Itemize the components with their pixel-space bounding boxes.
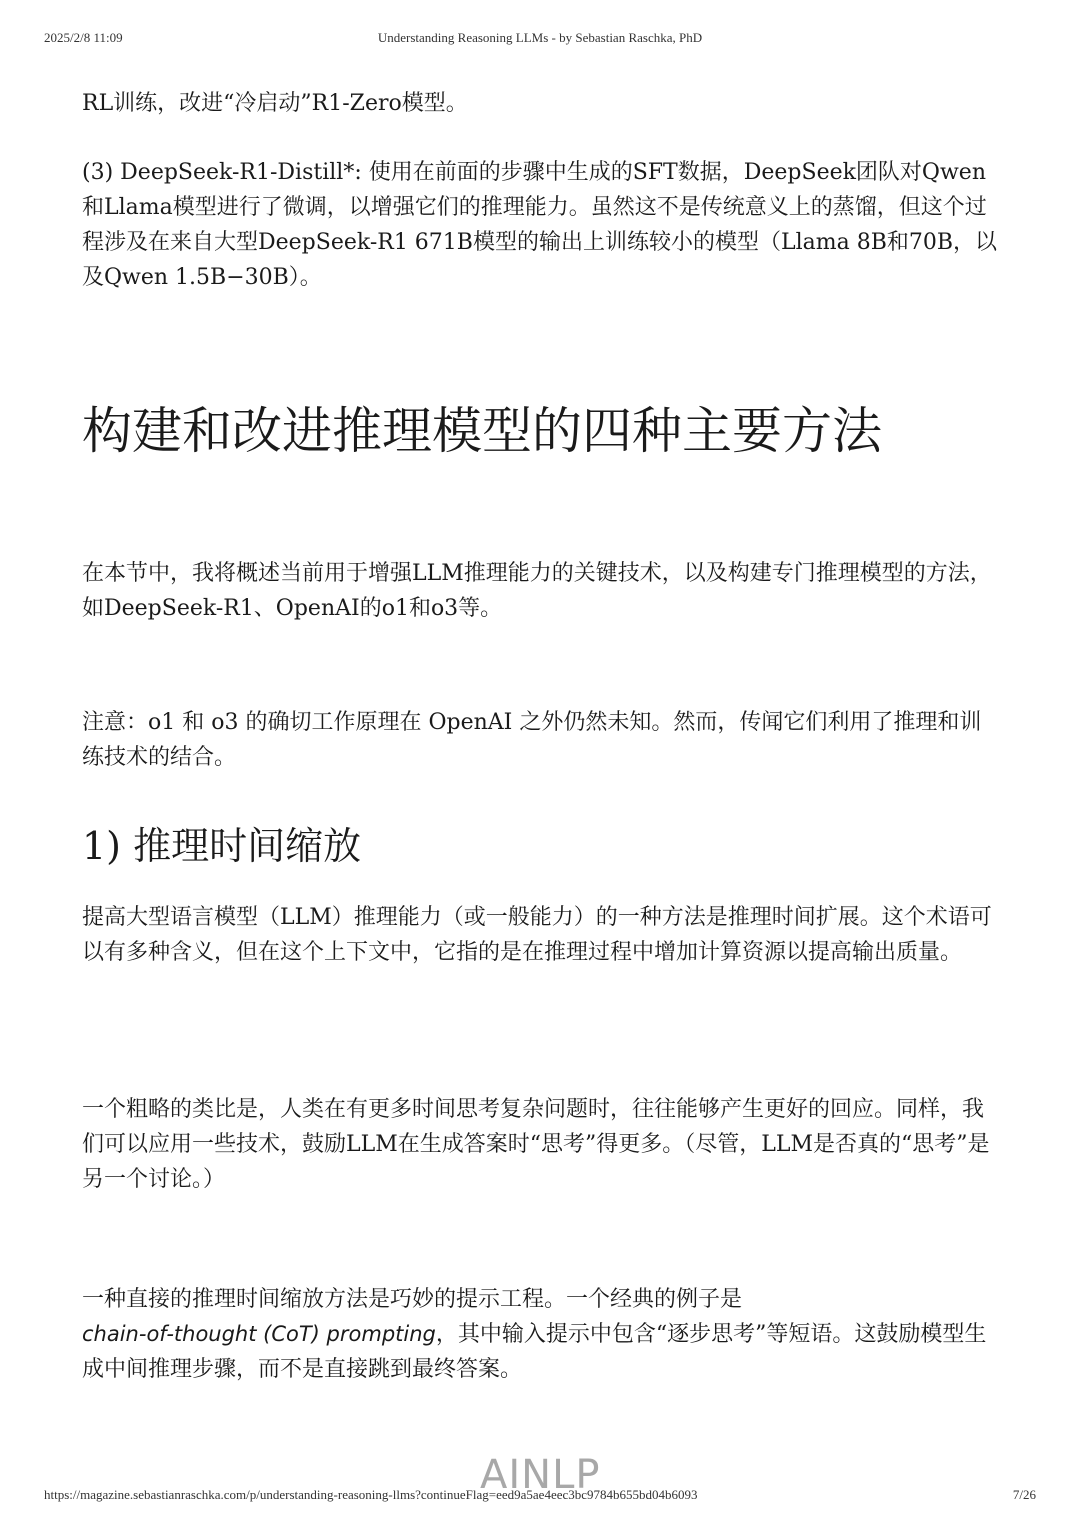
paragraph-distill: (3) DeepSeek-R1-Distill*: 使用在前面的步骤中生成的SFT数据，DeepSeek团队对Qwen和Llama模型进行了微调，以增强它们的推理能力。虽然这不是传统意义上的蒸馏，但这个过程涉及在来自大型DeepSeek-R1 671B模型的输出上训练较小的模型（Llama 8B和70B，以及Qwen 1.5B−30B）。 [82, 160, 998, 290]
paragraph-scaling: 提高大型语言模型（LLM）推理能力（或一般能力）的一种方法是推理时间扩展。这个术语可以有多种含义，但在这个上下文中，它指的是在推理过程中增加计算资源以提高输出质量。 [82, 905, 992, 965]
cot-term: chain-of-thought (CoT) prompting [82, 1322, 436, 1346]
watermark-logo: AINLP [480, 1452, 601, 1498]
subsection-block [82, 823, 1002, 869]
analogy-block [82, 1092, 1002, 1197]
article-body [82, 86, 1002, 121]
paragraph-cot-start: 一种直接的推理时间缩放方法是巧妙的提示工程。一个经典的例子是 [82, 1287, 743, 1312]
print-footer-url: https://magazine.sebastianraschka.com/p/understanding-reasoning-llms?continueFlag=eed9a5ae4eec3bc9784b655bd04b6093 [44, 1487, 698, 1502]
section-block [82, 401, 1002, 461]
paragraph-intro: 在本节中，我将概述当前用于增强LLM推理能力的关键技术，以及构建专门推理模型的方法，如DeepSeek-R1、OpenAI的o1和o3等。 [82, 561, 992, 621]
paragraph-note: 注意：o1 和 o3 的确切工作原理在 OpenAI 之外仍然未知。然而，传闻它们利用了推理和训练技术的结合。 [82, 710, 982, 770]
print-header-title: Understanding Reasoning LLMs - by Sebastian Raschka, PhD [377, 30, 703, 45]
section-title: 构建和改进推理模型的四种主要方法 [82, 402, 882, 460]
note-block [82, 705, 1002, 775]
print-header-date: 2025/2/8 11:09 [44, 30, 123, 45]
intro-block [82, 556, 1002, 626]
paragraph-rl-training: RL训练，改进“冷启动”R1-Zero模型。 [82, 91, 468, 116]
distill-block [82, 155, 1002, 295]
print-footer-page-number: 7/26 [1012, 1487, 1036, 1502]
cot-block [82, 1282, 1002, 1387]
scaling-block [82, 900, 1002, 970]
subsection-title: 1) 推理时间缩放 [82, 824, 362, 868]
paragraph-cot [82, 1282, 1002, 1387]
paragraph-analogy: 一个粗略的类比是，人类在有更多时间思考复杂问题时，往往能够产生更好的回应。同样，我们可以应用一些技术，鼓励LLM在生成答案时“思考”得更多。（尽管，LLM是否真的“思考”是另一个讨论。） [82, 1097, 990, 1192]
paragraph-cot-end: ，其中输入提示中包含“逐步思考”等短语。这鼓励模型生成中间推理步骤，而不是直接跳到最终答案。 [82, 1322, 987, 1382]
